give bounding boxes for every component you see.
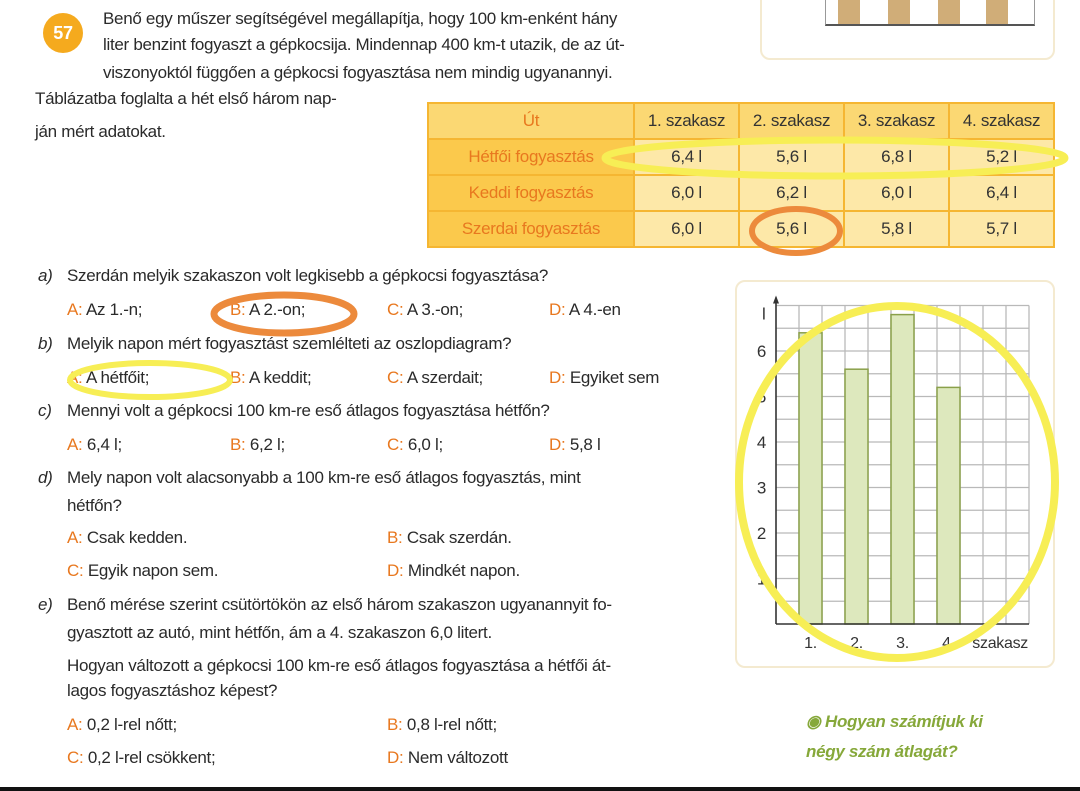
option-letter: D: <box>549 435 566 454</box>
option-b-1[interactable] <box>230 368 311 388</box>
option-text: A hétfőit; <box>85 368 150 387</box>
option-letter: C: <box>387 435 404 454</box>
option-e-2[interactable] <box>67 748 215 768</box>
table-cell: 5,2 l <box>949 139 1054 175</box>
option-text: A 2.-on; <box>248 300 306 319</box>
option-c-0[interactable] <box>67 435 122 455</box>
option-b-2[interactable] <box>387 368 483 388</box>
question-letter-e: e) <box>38 595 53 614</box>
chart-box <box>735 280 1055 668</box>
option-text: Csak szerdán. <box>406 528 512 547</box>
header-cell: 1. szakasz <box>634 103 739 139</box>
option-letter: B: <box>387 528 403 547</box>
y-tick-label: 3 <box>756 478 766 498</box>
question-e-text: Hogyan változott a gépkocsi 100 km-re eső átlagos fogyasztása a hétfői át- <box>67 656 611 675</box>
option-letter: C: <box>387 368 404 387</box>
option-text: 0,2 l-rel nőtt; <box>86 715 177 734</box>
y-tick-label: 1 <box>756 569 766 589</box>
option-text: Az 1.-n; <box>85 300 143 319</box>
y-tick-label: 4 <box>756 433 766 452</box>
row-label: Keddi fogyasztás <box>428 175 634 211</box>
x-tick-label: 2. <box>850 635 863 652</box>
option-text: 0,8 l-rel nőtt; <box>406 715 497 734</box>
question-b-text: Melyik napon mért fogyasztást szemlélteti az oszlopdiagram? <box>67 334 512 353</box>
option-a-1[interactable] <box>230 300 305 320</box>
y-tick-label: 2 <box>756 524 766 543</box>
option-text: 6,4 l; <box>86 435 122 454</box>
option-a-0[interactable] <box>67 300 142 320</box>
option-e-1[interactable] <box>387 715 497 735</box>
option-text: 6,2 l; <box>249 435 285 454</box>
question-e-text: Benő mérése szerint csütörtökön az első három szakaszon ugyanannyit fo- <box>67 595 612 614</box>
hint-text-1: Hogyan számítjuk ki <box>824 712 983 731</box>
table-cell: 6,4 l <box>949 175 1054 211</box>
y-axis-label: l <box>762 304 766 324</box>
option-letter: B: <box>230 368 246 387</box>
question-e-text: gyasztott az autó, mint hétfőn, ám a 4. szakaszon 6,0 litert. <box>67 623 492 642</box>
option-letter: C: <box>67 748 84 767</box>
option-text: Mindkét napon. <box>407 561 520 580</box>
option-d-0[interactable] <box>67 528 187 548</box>
option-letter: D: <box>387 748 404 767</box>
option-letter: C: <box>387 300 404 319</box>
option-e-0[interactable] <box>67 715 177 735</box>
table-cell: 6,0 l <box>634 175 739 211</box>
question-e-text: lagos fogyasztáshoz képest? <box>67 681 278 700</box>
question-c-text: Mennyi volt a gépkocsi 100 km-re eső átlagos fogyasztása hétfőn? <box>67 401 550 420</box>
option-letter: A: <box>67 300 83 319</box>
option-letter: A: <box>67 715 83 734</box>
option-d-2[interactable] <box>67 561 218 581</box>
table-cell: 6,0 l <box>844 175 949 211</box>
table-cell: 5,8 l <box>844 211 949 247</box>
bottom-bar <box>0 787 1080 791</box>
option-letter: C: <box>67 561 84 580</box>
intro-line-2: liter benzint fogyaszt a gépkocsija. Mindennap 400 km-t utazik, de az út- <box>103 35 625 54</box>
table-header-row <box>428 103 1054 139</box>
hint-line-1 <box>806 712 983 732</box>
option-text: 0,2 l-rel csökkent; <box>87 748 216 767</box>
question-a-text: Szerdán melyik szakaszon volt legkisebb a gépkocsi fogyasztása? <box>67 266 548 285</box>
option-letter: A: <box>67 368 83 387</box>
table-row <box>428 139 1054 175</box>
table-cell: 5,6 l <box>739 139 844 175</box>
header-cell: Út <box>428 103 634 139</box>
option-text: A 4.-en <box>568 300 621 319</box>
option-d-3[interactable] <box>387 561 520 581</box>
option-c-2[interactable] <box>387 435 443 455</box>
option-b-0[interactable] <box>67 368 149 388</box>
row-label: Hétfői fogyasztás <box>428 139 634 175</box>
header-cell: 3. szakasz <box>844 103 949 139</box>
option-letter: B: <box>230 435 246 454</box>
option-text: Nem változott <box>407 748 508 767</box>
table-row <box>428 211 1054 247</box>
header-cell: 2. szakasz <box>739 103 844 139</box>
option-text: 6,0 l; <box>407 435 443 454</box>
table-intro-line-2: ján mért adatokat. <box>35 122 166 141</box>
option-text: 5,8 l <box>569 435 601 454</box>
question-letter-a: a) <box>38 266 53 285</box>
table-cell: 6,8 l <box>844 139 949 175</box>
option-letter: D: <box>549 368 566 387</box>
y-tick-label: 6 <box>756 342 766 361</box>
option-b-3[interactable] <box>549 368 659 388</box>
option-c-3[interactable] <box>549 435 600 455</box>
table-cell: 5,7 l <box>949 211 1054 247</box>
y-tick-label: 5 <box>756 387 766 407</box>
header-cell: 4. szakasz <box>949 103 1054 139</box>
question-letter-b: b) <box>38 334 53 353</box>
option-text: A 3.-on; <box>406 300 464 319</box>
option-letter: A: <box>67 528 83 547</box>
option-letter: B: <box>230 300 246 319</box>
question-letter-d: d) <box>38 468 53 487</box>
hint-line-2: négy szám átlagát? <box>806 742 958 761</box>
intro-line-1: Benő egy műszer segítségével megállapítja, hogy 100 km-enként hány <box>103 9 618 28</box>
exercise-number-badge: 57 <box>43 13 83 53</box>
option-d-1[interactable] <box>387 528 512 548</box>
table-cell: 5,6 l <box>739 211 844 247</box>
option-letter: A: <box>67 435 83 454</box>
option-text: Egyiket sem <box>569 368 660 387</box>
x-axis-label: szakasz <box>972 635 1028 652</box>
table-intro-line-1: Táblázatba foglalta a hét első három nap- <box>35 89 337 108</box>
table-row <box>428 175 1054 211</box>
x-tick-label: 4. <box>942 635 955 652</box>
question-letter-c: c) <box>38 401 52 420</box>
option-text: A keddit; <box>248 368 312 387</box>
x-tick-label: 3. <box>896 635 909 652</box>
option-text: Csak kedden. <box>86 528 188 547</box>
option-a-3[interactable] <box>549 300 621 320</box>
option-a-2[interactable] <box>387 300 463 320</box>
option-text: A szerdait; <box>406 368 483 387</box>
intro-line-3: viszonyoktól függően a gépkocsi fogyasztása nem mindig ugyanannyi. <box>103 63 613 82</box>
target-bullet-icon: ◉ <box>806 712 825 731</box>
question-d-text: hétfőn? <box>67 496 122 515</box>
question-d-text: Mely napon volt alacsonyabb a 100 km-re eső átlagos fogyasztás, mint <box>67 468 581 487</box>
option-e-3[interactable] <box>387 748 508 768</box>
x-tick-label: 1. <box>804 635 817 652</box>
option-c-1[interactable] <box>230 435 285 455</box>
option-letter: B: <box>387 715 403 734</box>
consumption-table <box>427 102 1055 248</box>
option-letter: D: <box>387 561 404 580</box>
table-cell: 6,4 l <box>634 139 739 175</box>
table-cell: 6,0 l <box>634 211 739 247</box>
option-letter: D: <box>549 300 566 319</box>
option-text: Egyik napon sem. <box>87 561 219 580</box>
table-cell: 6,2 l <box>739 175 844 211</box>
row-label: Szerdai fogyasztás <box>428 211 634 247</box>
prev-figure-bars <box>825 0 1035 26</box>
